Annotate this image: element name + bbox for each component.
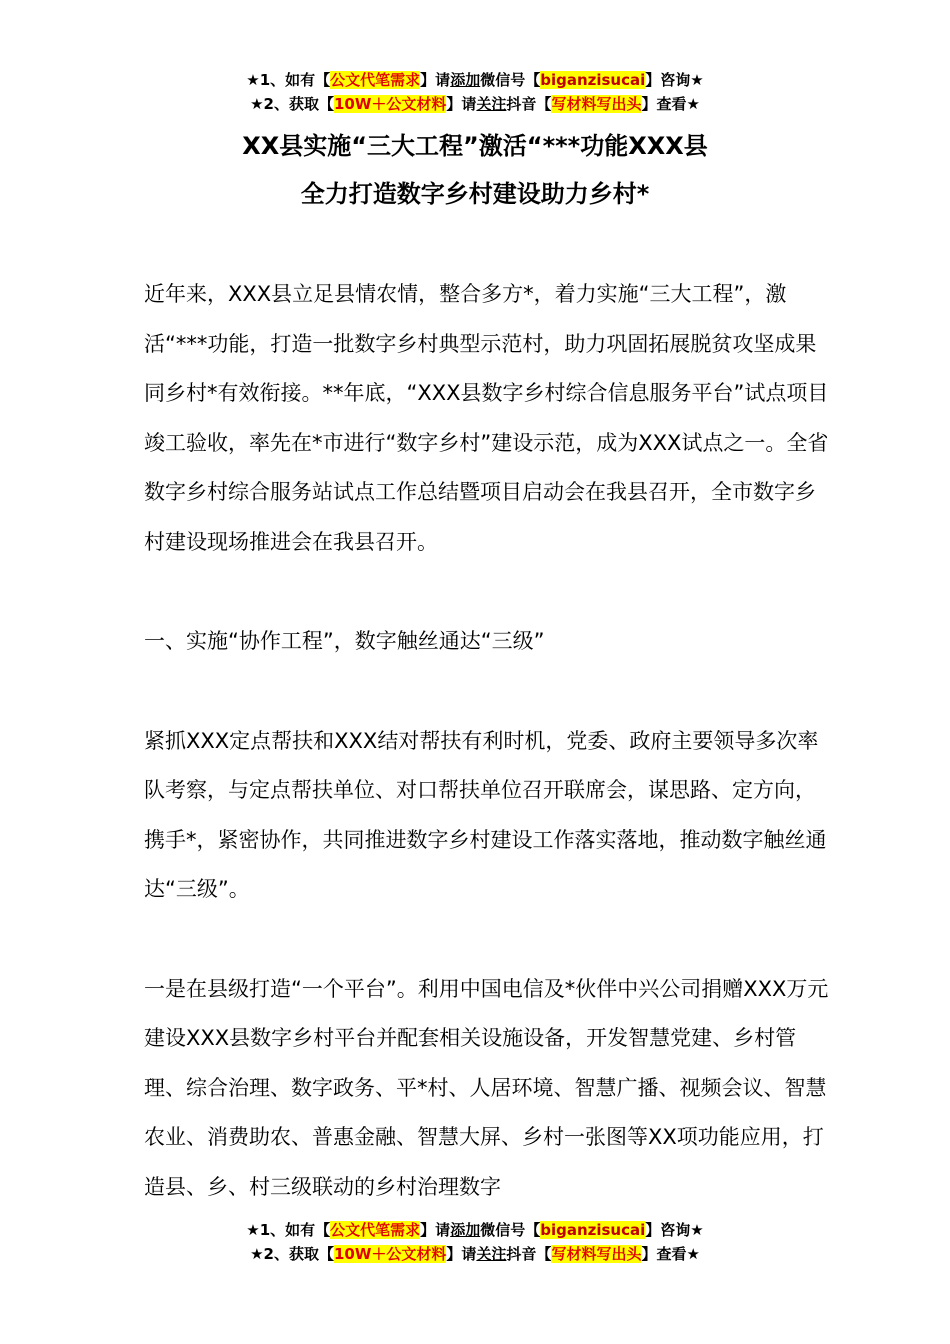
banner-text: 】请: [420, 71, 451, 89]
banner-line-1: [0, 1218, 950, 1242]
title-line-2: 全力打造数字乡村建设助力乡村*: [300, 180, 650, 208]
banner-underline: 关注: [476, 95, 507, 113]
banner-text: 抖音【: [506, 1245, 552, 1263]
banner-text: 】咨询★: [645, 1221, 704, 1239]
banner-text: 】请: [446, 1245, 477, 1263]
banner-text: 】咨询★: [645, 71, 704, 89]
banner-text: ★1、如有【: [246, 71, 331, 89]
banner-text: ★1、如有【: [246, 1221, 331, 1239]
banner-text: 】请: [420, 1221, 451, 1239]
banner-text: 】查看★: [641, 1245, 700, 1263]
banner-text: 微信号【: [480, 71, 541, 89]
paragraph-collaboration: 紧抓XXX定点帮扶和XXX结对帮扶有利时机，党委、政府主要领导多次率队考察，与定点帮扶单位、对口帮扶单位召开联席会，谋思路、定方向，携手*，紧密协作，共同推进数字乡村建设工作落实落地，推动数字触丝通达“三级”。: [144, 728, 827, 901]
banner-text: 抖音【: [506, 95, 552, 113]
banner-underline: 关注: [476, 1245, 507, 1263]
top-banner: [0, 68, 950, 116]
title-line-1: XX县实施“三大工程”激活“***功能XXX县: [242, 132, 708, 160]
banner-text: ★2、获取【: [250, 95, 334, 113]
banner-highlight: 公文代笔需求: [330, 1221, 421, 1239]
banner-douyin-id: 写材料写出头: [551, 1245, 642, 1263]
banner-underline: 添加: [450, 1221, 481, 1239]
banner-highlight: 10W＋公文材料: [333, 1245, 447, 1263]
section-heading-1: 一、实施“协作工程”，数字触丝通达“三级”: [144, 629, 545, 653]
banner-text: ★2、获取【: [250, 1245, 334, 1263]
banner-line-2: [0, 92, 950, 116]
paragraph-gap: [144, 567, 834, 617]
banner-wechat-id: biganzisucai: [540, 1221, 646, 1239]
document-title: [0, 122, 950, 218]
bottom-banner: [0, 1218, 950, 1266]
banner-text: 微信号【: [480, 1221, 541, 1239]
document-body: [144, 270, 834, 1212]
banner-line-2: [0, 1242, 950, 1266]
paragraph-gap: [144, 667, 834, 717]
paragraph-platform: 一是在县级打造“一个平台”。利用中国电信及*伙伴中兴公司捐赠XXX万元建设XXX县数字乡村平台并配套相关设施设备，开发智慧党建、乡村管理、综合治理、数字政务、平*村、人居环境、智慧广播、视频会议、智慧农业、消费助农、普惠金融、智慧大屏、乡村一张图等XX项功能应用，打造县、乡、村三级联动的乡村治理数字: [144, 976, 829, 1199]
banner-text: 】请: [446, 95, 477, 113]
paragraph-intro: 近年来，XXX县立足县情农情，整合多方*，着力实施“三大工程”，激活“***功能，打造一批数字乡村典型示范村，助力巩固拓展脱贫攻坚成果同乡村*有效衔接。**年底，“XXX县数字乡村综合信息服务平台”试点项目竣工验收，率先在*市进行“数字乡村”建设示范，成为XXX试点之一。全省数字乡村综合服务站试点工作总结暨项目启动会在我县召开，全市数字乡村建设现场推进会在我县召开。: [144, 282, 829, 554]
banner-underline: 添加: [450, 71, 481, 89]
banner-douyin-id: 写材料写出头: [551, 95, 642, 113]
banner-line-1: [0, 68, 950, 92]
banner-wechat-id: biganzisucai: [540, 71, 646, 89]
paragraph-gap: [144, 915, 834, 965]
banner-highlight: 公文代笔需求: [330, 71, 421, 89]
banner-highlight: 10W＋公文材料: [333, 95, 447, 113]
banner-text: 】查看★: [641, 95, 700, 113]
